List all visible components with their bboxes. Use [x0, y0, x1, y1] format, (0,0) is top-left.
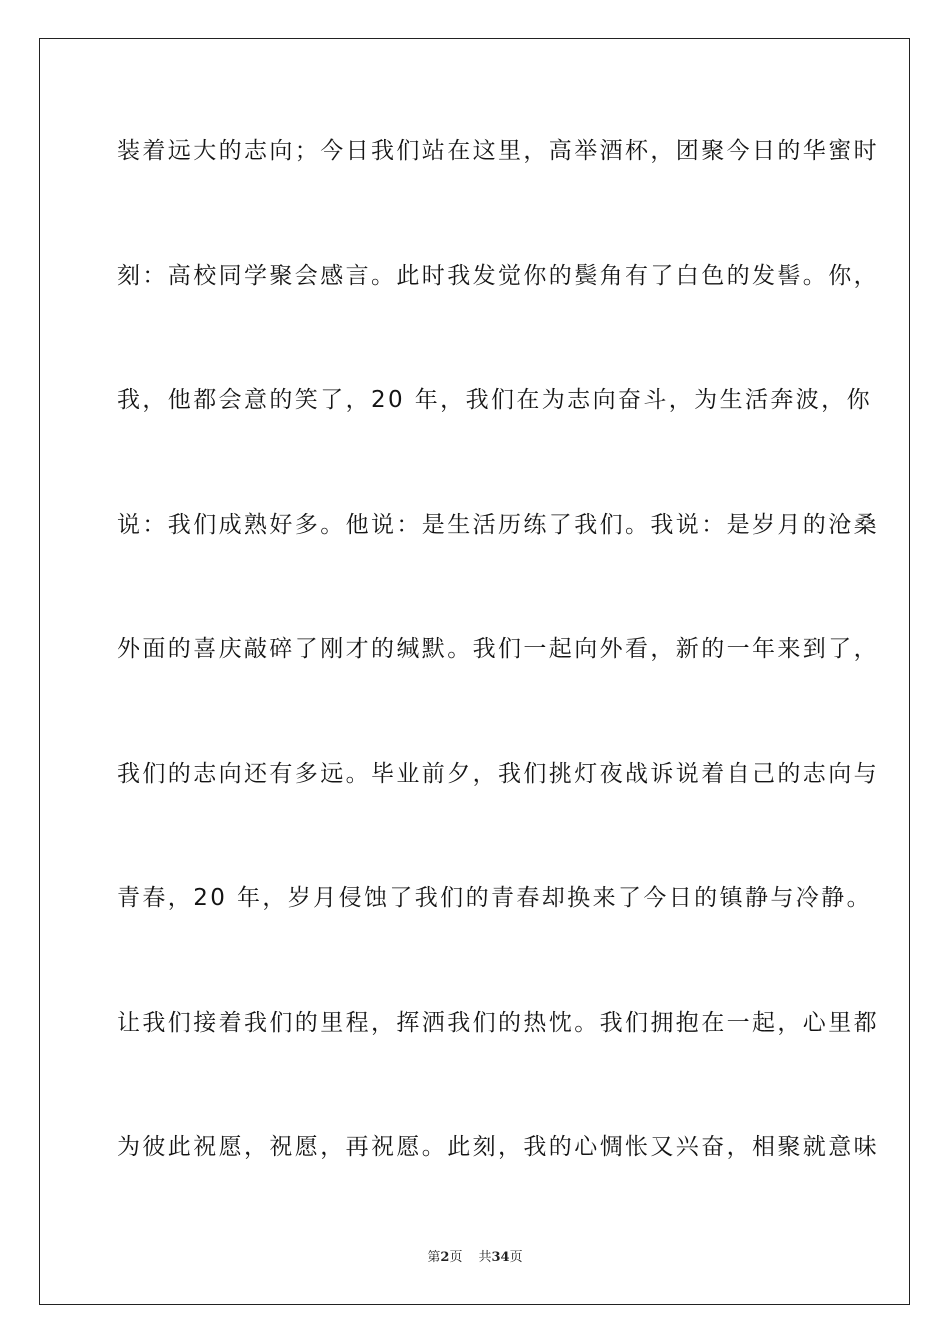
total-pages: 34: [491, 1250, 510, 1265]
total-suffix: 页: [509, 1250, 523, 1265]
page-number: 2: [440, 1250, 450, 1265]
body-line-4: 说：我们成熟好多。他说：是生活历练了我们。我说：是岁月的沧桑: [117, 511, 879, 538]
document-body: [117, 127, 879, 1248]
body-line-2: 刻：高校同学聚会感言。此时我发觉你的鬓角有了白色的发髻。你，: [117, 262, 879, 289]
body-line-8: 让我们接着我们的里程，挥洒我们的热忱。我们拥抱在一起，心里都: [117, 1009, 879, 1036]
body-line-9: 为彼此祝愿，祝愿，再祝愿。此刻，我的心惆怅又兴奋，相聚就意味: [117, 1134, 879, 1160]
body-line-1: 装着远大的志向；今日我们站在这里，高举酒杯，团聚今日的华蜜时: [117, 138, 879, 164]
page-prefix: 第: [427, 1250, 441, 1265]
body-line-3: 我，他都会意的笑了，20 年，我们在为志向奋斗，为生活奔波，你: [117, 387, 872, 413]
total-prefix: 共: [478, 1250, 492, 1265]
body-line-7: 青春，20 年，岁月侵蚀了我们的青春却换来了今日的镇静与冷静。: [117, 885, 872, 911]
body-line-5: 外面的喜庆敲碎了刚才的缄默。我们一起向外看，新的一年来到了，: [117, 636, 879, 662]
page-suffix: 页: [449, 1250, 463, 1265]
page-footer: [0, 1246, 950, 1265]
body-line-6: 我们的志向还有多远。毕业前夕，我们挑灯夜战诉说着自己的志向与: [117, 760, 879, 787]
